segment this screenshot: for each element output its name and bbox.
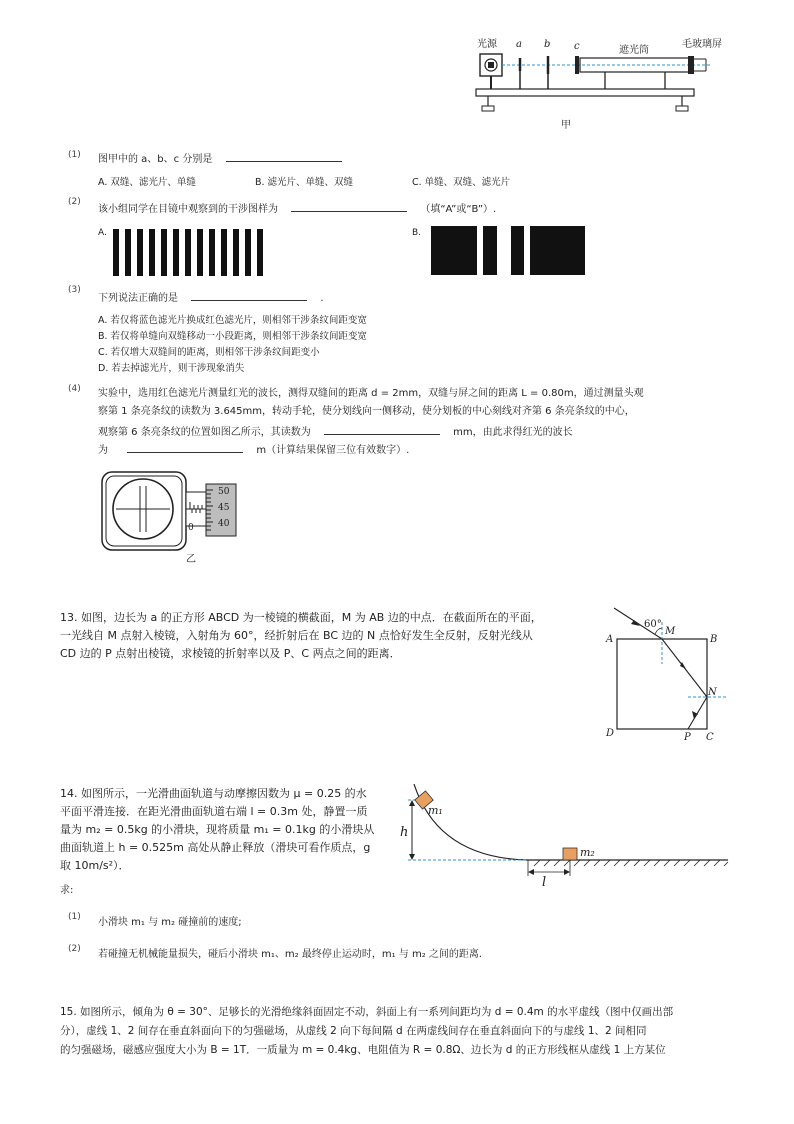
q14-line4: 曲面轨道上 h = 0.525m 高处从静止释放（滑块可看作质点，g [60, 841, 371, 854]
q2-label-a: A. [98, 228, 107, 238]
q14-sub1-text: 小滑块 m₁ 与 m₂ 碰撞前的速度; [98, 917, 242, 928]
q14-line1: 14. 如图所示，一光滑曲面轨道与动摩擦因数为 μ = 0.25 的水 [60, 787, 367, 800]
fringe-pattern-b [431, 226, 585, 275]
q14-line5: 取 10m/s²）． [60, 859, 130, 872]
label-c: c [574, 41, 580, 52]
q14-ask: 求: [60, 885, 74, 896]
q14-label-h: h [400, 825, 409, 840]
q14-sub2-text: 若碰撞无机械能量损失，碰后小滑块 m₁、m₂ 最终停止运动时，m₁ 与 m₂ 之间的距离． [98, 949, 489, 960]
q4-line2: 察第 1 条亮条纹的读数为 3.645mm，转动手轮，使分划线向一侧移动，使分划板的中心刻线对齐第 6 条亮条纹的中心， [98, 406, 635, 417]
q3-answer-blank[interactable] [191, 289, 307, 301]
q1-answer-blank[interactable] [226, 150, 342, 162]
q14-label-m2: m₂ [580, 846, 595, 859]
q1-option-c: C. 单缝、双缝、滤光片 [412, 177, 511, 188]
q2-number: (2) [68, 197, 81, 207]
figure-q14-track [398, 780, 730, 890]
micrometer-tick-0: 0 [188, 523, 194, 533]
q13-point-n: N [708, 687, 717, 698]
q2-answer-blank[interactable] [291, 200, 407, 212]
q13-point-p: P [684, 732, 691, 743]
q14-line3: 量为 m₂ = 0.5kg 的小滑块，现将质量 m₁ = 0.1kg 的小滑块从 [60, 823, 375, 836]
q14-sub2-number: (2) [68, 944, 81, 954]
q13-line1: 13. 如图，边长为 a 的正方形 ABCD 为一棱镜的横截面，M 为 AB 边的中点．在截面所在的平面， [60, 611, 542, 624]
q2-label-b: B. [412, 228, 422, 238]
q4-wavelength-blank[interactable] [127, 441, 243, 453]
q13-point-m: M [665, 626, 676, 637]
q4-line1: 实验中，选用红色滤光片测量红光的波长，测得双缝间的距离 d = 2mm，双缝与屏之间的距离 L = 0.80m，通过测量头观 [98, 388, 644, 399]
q13-angle-label: 60° [644, 619, 662, 630]
q13-vertex-b: B [710, 634, 718, 645]
fringe-pattern-a [113, 229, 268, 276]
q13-vertex-d: D [606, 728, 615, 739]
label-light-source: 光源 [477, 39, 497, 50]
q14-sub1-number: (1) [68, 912, 81, 922]
q3-option-c: C. 若仅增大双缝间的距离，则相邻干涉条纹间距变小 [98, 347, 320, 358]
figure-q13-prism [600, 606, 735, 746]
q4-line4: 为 m（计算结果保留三位有效数字）. [98, 441, 409, 458]
micrometer-tick-40: 40 [218, 519, 230, 529]
q4-number: (4) [68, 384, 81, 394]
q15-line2: 分），虚线 1、2 间存在垂直斜面向下的匀强磁场，从虚线 2 向下每间隔 d 在两虚线间存在垂直斜面向下的与虚线 1、2 间相同 [60, 1025, 647, 1037]
q13-vertex-c: C [706, 732, 714, 743]
micrometer-tick-45: 45 [218, 503, 230, 513]
micrometer-tick-50: 50 [218, 487, 230, 497]
q1-option-b: B. 滤光片、单缝、双缝 [255, 177, 354, 188]
figure-jia-caption: 甲 [561, 120, 571, 131]
label-b: b [544, 39, 551, 50]
q4-reading-blank[interactable] [324, 423, 440, 435]
figure-yi-micrometer [100, 468, 242, 554]
q13-line2: 一光线自 M 点射入棱镜，入射角为 60°，经折射后在 BC 边的 N 点恰好发生全反射，反射光线从 [60, 629, 533, 642]
q1-number: (1) [68, 150, 81, 160]
q15-line3: 的匀强磁场，磁感应强度大小为 B = 1T．一质量为 m = 0.4kg、电阻值为 R = 0.8Ω、边长为 d 的正方形线框从虚线 1 上方某位 [60, 1044, 666, 1056]
q14-line2: 平面平滑连接．在距光滑曲面轨道右端 l = 0.3m 处，静置一质 [60, 805, 368, 818]
q1-text: 图甲中的 a、b、c 分别是 [98, 150, 342, 167]
label-a: a [516, 39, 522, 50]
q4-line3: 观察第 6 条亮条纹的位置如图乙所示，其读数为 mm，由此求得红光的波长 [98, 423, 573, 440]
q13-line3: CD 边的 P 点射出棱镜，求棱镜的折射率以及 P、C 两点之间的距离． [60, 647, 401, 660]
figure-yi-caption: 乙 [186, 554, 196, 565]
q3-number: (3) [68, 285, 81, 295]
q15-line1: 15. 如图所示，倾角为 θ = 30°、足够长的光滑绝缘斜面固定不动，斜面上有一系列间距均为 d = 0.4m 的水平虚线（图中仅画出部 [60, 1006, 674, 1018]
label-tube: 遮光筒 [619, 45, 649, 56]
q3-option-d: D. 若去掉滤光片，则干涉现象消失 [98, 363, 245, 374]
label-screen: 毛玻璃屏 [682, 39, 722, 50]
q3-option-b: B. 若仅将单缝向双缝移动一小段距离，则相邻干涉条纹间距变宽 [98, 331, 368, 342]
q13-vertex-a: A [606, 634, 614, 645]
q14-label-m1: m₁ [428, 804, 443, 817]
q1-option-a: A. 双缝、滤光片、单缝 [98, 177, 196, 188]
q3-option-a: A. 若仅将蓝色滤光片换成红色滤光片，则相邻干涉条纹间距变宽 [98, 315, 367, 326]
q2-text: 该小组同学在目镜中观察到的干涉图样为 （填“A”或“B”）. [98, 200, 496, 217]
q3-text: 下列说法正确的是 . [98, 289, 324, 306]
q14-label-l: l [542, 875, 547, 890]
